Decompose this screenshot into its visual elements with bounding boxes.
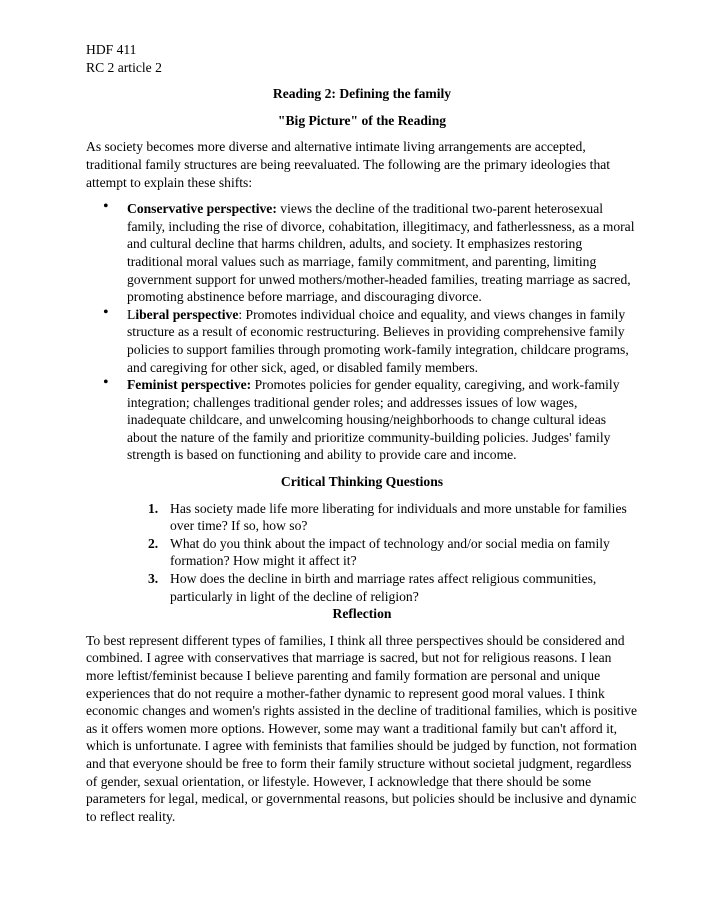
perspective-conservative bbox=[86, 200, 638, 306]
question-item bbox=[86, 535, 638, 570]
intro-paragraph: As society becomes more diverse and alternative intimate living arrangements are accepted, traditional family structures are being reevaluated. The following are the primary ideologies that attempt to explain these shifts: bbox=[86, 139, 611, 190]
assignment-name: RC 2 article 2 bbox=[86, 59, 162, 75]
perspective-text: Promotes policies for gender equality, caregiving, and work-family integration; challenges traditional gender roles; and addresses issues of low wages, inadequate childcare, and unwelcoming housing/neighborhoods to change cultural ideas about the nature of the family and prioritize community-building policies. Judges' family strength is based on functioning and ability to provide care and income. bbox=[127, 377, 620, 463]
question-number: 3. bbox=[148, 571, 159, 587]
perspective-text: views the decline of the traditional two-parent heterosexual family, including the rise of divorce, cohabitation, illegitimacy, and fatherlessness, as a moral and cultural decline that harms children, adults, and society. It emphasizes restoring traditional moral values such as marriage, family commitment, and parenting, limiting government support for unwed mothers/mother-headed families, treating marriage as sacred, promoting abstinence before marriage, and discouraging divorce. bbox=[127, 201, 635, 305]
perspective-feminist bbox=[86, 376, 638, 464]
perspective-label: Feminist perspective: bbox=[127, 377, 252, 393]
questions-list bbox=[86, 500, 638, 606]
questions-heading: Critical Thinking Questions bbox=[280, 474, 444, 490]
bullet-icon: • bbox=[103, 303, 109, 321]
question-item bbox=[86, 500, 638, 535]
perspectives-list bbox=[86, 200, 638, 464]
question-item bbox=[86, 570, 638, 605]
course-code: HDF 411 bbox=[86, 42, 137, 57]
document-subtitle: "Big Picture" of the Reading bbox=[277, 112, 447, 128]
reflection-heading: Reflection bbox=[332, 606, 392, 622]
reflection-paragraph: To best represent different types of families, I think all three perspectives should be considered and combined. I agree with conservatives that marriage is sacred, but not for religious reasons. I lean more leftist/feminist because I believe parenting and family formation are personal and unique experiences that do not require a mother-father dynamic to represent good moral values. I think economic changes and women's rights assisted in the decline of traditional families, which is positive as it offers women more options. However, some may want a traditional family but can't afford it, which is unfortunate. I agree with feminists that families should be judged by function, not formation and that everyone should be free to form their family structure without societal judgment, regardless of gender, sexual orientation, or lifestyle. However, I acknowledge that there should be some parameters for legal, medical, or governmental reasons, but policies should be inclusive and dynamic to reflect reality. bbox=[86, 632, 637, 824]
question-number: 2. bbox=[148, 535, 159, 551]
document-page bbox=[86, 41, 638, 825]
perspective-label-lead: L bbox=[127, 306, 136, 322]
perspective-liberal bbox=[86, 303, 638, 376]
document-title: Reading 2: Defining the family bbox=[272, 86, 452, 102]
question-number: 1. bbox=[148, 500, 159, 516]
perspective-text: : Promotes individual choice and equality, and views changes in family structure as a result of economic restructuring. Believes in providing comprehensive family policies to support families through promoting work-family integration, childcare programs, and caregiving for other sick, aged, or disabled family members. bbox=[127, 306, 629, 375]
question-text: How does the decline in birth and marriage rates affect religious communities, particularly in light of the decline of religion? bbox=[170, 571, 597, 604]
question-text: Has society made life more liberating for individuals and more unstable for families over time? If so, how so? bbox=[170, 500, 627, 534]
perspective-label: Conservative perspective: bbox=[127, 201, 277, 217]
bullet-icon: • bbox=[103, 198, 109, 216]
question-text: What do you think about the impact of technology and/or social media on family formation? How might it affect it? bbox=[170, 535, 610, 569]
bullet-icon: • bbox=[103, 374, 109, 392]
perspective-label: iberal perspective bbox=[135, 306, 239, 322]
